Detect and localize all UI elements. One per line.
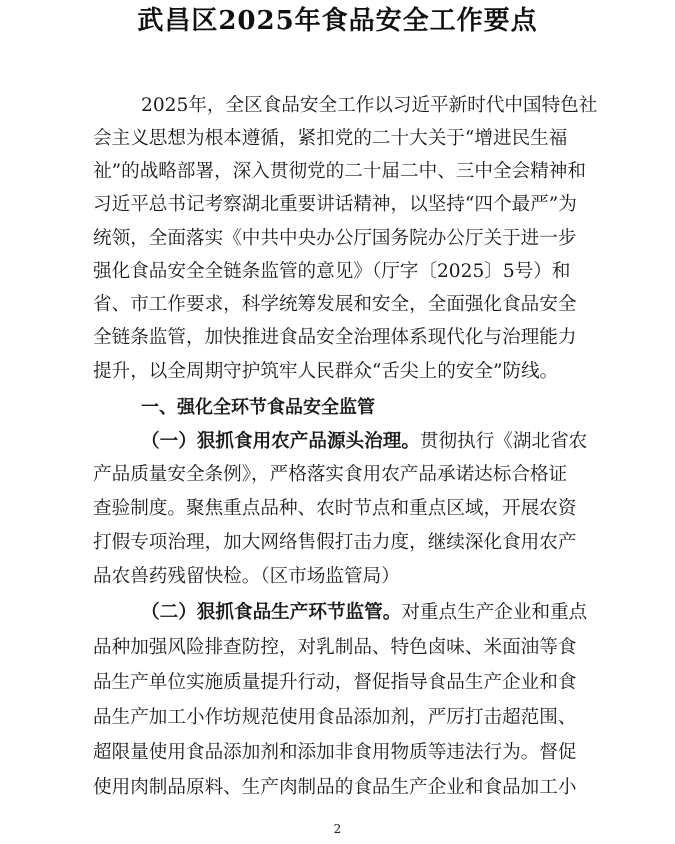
- paragraph-line: 打假专项治理，加大网络售假打击力度，继续深化食用农产: [93, 532, 577, 553]
- paragraph-line: 强化食品安全全链条监管的意见》（厅字〔2025〕5号）和: [93, 261, 571, 282]
- paragraph-line: 品种加强风险排查防控，对乳制品、特色卤味、米面油等食: [93, 637, 577, 658]
- item-2-text: 对重点生产企业和重点: [401, 602, 588, 623]
- paragraph-line: 超限量使用食品添加剂和添加非食用物质等违法行为。督促: [93, 742, 577, 763]
- paragraph-line: 提升，以全周期守护筑牢人民群众“舌尖上的安全”防线。: [93, 361, 559, 382]
- paragraph-line: 使用肉制品原料、生产肉制品的食品生产企业和食品加工小: [93, 777, 577, 798]
- paragraph-line: 习近平总书记考察湖北重要讲话精神，以坚持“四个最严”为: [93, 194, 577, 215]
- section-heading: 一、强化全环节食品安全监管: [141, 397, 375, 418]
- page-number: 2: [333, 822, 342, 836]
- paragraph-line: 省、市工作要求，科学统筹发展和安全，全面强化食品安全: [93, 294, 577, 315]
- paragraph-line: 祉”的战略部署，深入贯彻党的二十届二中、三中全会精神和: [93, 161, 586, 182]
- paragraph-line: 品农兽药残留快检。（区市场监管局）: [93, 566, 400, 587]
- paragraph-line: 品生产单位实施质量提升行动，督促指导食品生产企业和食: [93, 672, 577, 693]
- item-1-text: 贯彻执行《湖北省农: [419, 431, 588, 452]
- paragraph-line: 全链条监管，加快推进食品安全治理体系现代化与治理能力: [93, 327, 577, 348]
- item-1-label: （一）狠抓食用农产品源头治理。: [141, 431, 420, 452]
- paragraph-line: 统领，全面落实《中共中央办公厅国务院办公厅关于进一步: [93, 228, 577, 249]
- document-title: 武昌区2025年食品安全工作要点: [137, 6, 538, 36]
- item-1-first-line: [141, 430, 587, 454]
- paragraph-line: 查验制度。聚焦重点品种、农时节点和重点区域，开展农资: [93, 498, 577, 519]
- item-2-first-line: [141, 601, 587, 625]
- paragraph-line: 产品质量安全条例》，严格落实食用农产品承诺达标合格证: [93, 464, 568, 485]
- paragraph-line: 会主义思想为根本遵循，紧扣党的二十大关于“增进民生福: [93, 128, 568, 149]
- paragraph-line: 2025年，全区食品安全工作以习近平新时代中国特色社: [141, 95, 598, 116]
- paragraph-line: 品生产加工小作坊规范使用食品添加剂，严厉打击超范围、: [93, 707, 577, 728]
- item-2-label: （二）狠抓食品生产环节监管。: [141, 602, 402, 623]
